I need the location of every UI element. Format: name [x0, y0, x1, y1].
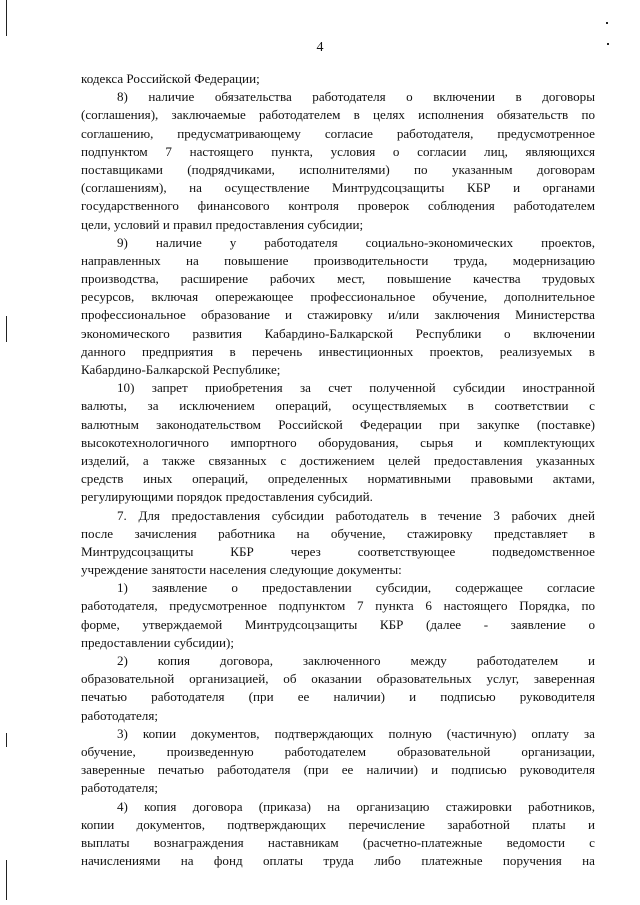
text-line: 1) заявление о предоставлении субсидии, содержащее согласие [117, 580, 595, 596]
text-line: валютным законодательством Российской Федерации при закупке (поставке) [81, 416, 595, 432]
text-line: учреждение занятости населения следующие документы: [81, 562, 402, 578]
text-line: средств иных операций, определенных нормативными правовыми актами, [81, 471, 595, 487]
document-body [81, 70, 595, 870]
text-line: изделий, а также связанных с достижением целей предоставления указанных [81, 452, 595, 468]
text-line: 2) копия договора, заключенного между работодателем и [117, 653, 595, 668]
text-line: форме, утверждаемой Минтрудсоцзащиты КБР (далее - заявление о [81, 616, 595, 632]
text-line: производства, расширение рабочих мест, повышение качества трудовых [81, 271, 595, 287]
text-line: работодателя; [81, 707, 158, 723]
text-line: направленных на повышение производительности труда, модернизацию [81, 252, 595, 268]
scan-margin-mark [6, 0, 7, 36]
text-line: 7. Для предоставления субсидии работодатель в течение 3 рабочих дней [117, 507, 595, 523]
text-line: государственного финансового контроля проверок соблюдения работодателем [81, 198, 595, 214]
text-line: данного предприятия в перечень инвестиционных проектов, реализуемых в [81, 343, 595, 359]
text-line: поставщиками (подрядчиками, исполнителями) по указанным договорам [81, 161, 595, 177]
text-line: подпунктом 7 настоящего пункта, условия о согласии лиц, являющихся [81, 143, 595, 159]
text-line: кодекса Российской Федерации; [81, 71, 260, 86]
text-line: 8) наличие обязательства работодателя о включении в договоры [117, 89, 595, 105]
text-line: 10) запрет приобретения за счет полученной субсидии иностранной [117, 380, 595, 396]
scan-margin-mark [6, 316, 7, 342]
text-line: ресурсов, включая опережающее профессиональное обучение, дополнительное [81, 289, 595, 305]
text-line: 9) наличие у работодателя социально-экономических проектов, [117, 234, 595, 250]
text-line: профессиональное образование и стажировку и/или заключения Министерства [81, 307, 595, 323]
text-line: 3) копии документов, подтверждающих полную (частичную) оплату за [117, 725, 595, 741]
scan-margin-mark [6, 860, 7, 900]
text-line: обучение, произведенную работодателем образовательной организации, [81, 743, 595, 759]
text-line: выплаты вознаграждения наставникам (расчетно-платежные ведомости с [81, 834, 595, 850]
text-line: печатью работодателя (при ее наличии) и подписью руководителя [81, 689, 595, 705]
text-line: Кабардино-Балкарской Республике; [81, 362, 281, 377]
scan-margin-mark [606, 22, 608, 24]
text-line: предоставлении субсидии); [81, 634, 235, 650]
text-line: работодателя, предусмотренное подпунктом 7 пункта 6 настоящего Порядка, по [81, 598, 595, 614]
scan-margin-mark [6, 733, 7, 747]
text-line: соглашению, предусматривающему согласие работодателя, предусмотренное [81, 125, 595, 141]
text-line: работодателя; [81, 780, 158, 796]
text-line: копии документов, подтверждающих перечисление заработной платы и [81, 816, 595, 832]
text-line: образовательной организацией, об оказании образовательных услуг, заверенная [81, 671, 595, 687]
text-line: цели, условий и правил предоставления субсидии; [81, 216, 364, 232]
text-line: (соглашения), заключаемые работодателем в целях исполнения обязательств по [81, 107, 595, 123]
text-line: регулирующими порядок предоставления субсидий. [81, 489, 373, 505]
text-line: после зачисления работника на обучение, стажировку представляет в [81, 525, 595, 541]
page-number: 4 [316, 40, 324, 55]
text-line: 4) копия договора (приказа) на организацию стажировки работников, [117, 798, 595, 814]
text-line: экономического развития Кабардино-Балкарской Республики о включении [81, 325, 595, 341]
text-line: валюты, за исключением операций, осуществляемых в соответствии с [81, 398, 595, 414]
text-line: Минтрудсоцзащиты КБР через соответствующее подведомственное [81, 543, 595, 559]
text-line: высокотехнологичного импортного оборудования, сырья и комплектующих [81, 434, 595, 450]
text-line: начислениями на фонд оплаты труда либо платежные поручения на [81, 853, 595, 869]
scan-margin-mark [607, 43, 609, 45]
text-line: заверенные печатью работодателя (при ее наличии) и подписью руководителя [81, 762, 595, 778]
text-line: (соглашениям), на осуществление Минтрудсоцзащиты КБР и органами [81, 180, 595, 196]
